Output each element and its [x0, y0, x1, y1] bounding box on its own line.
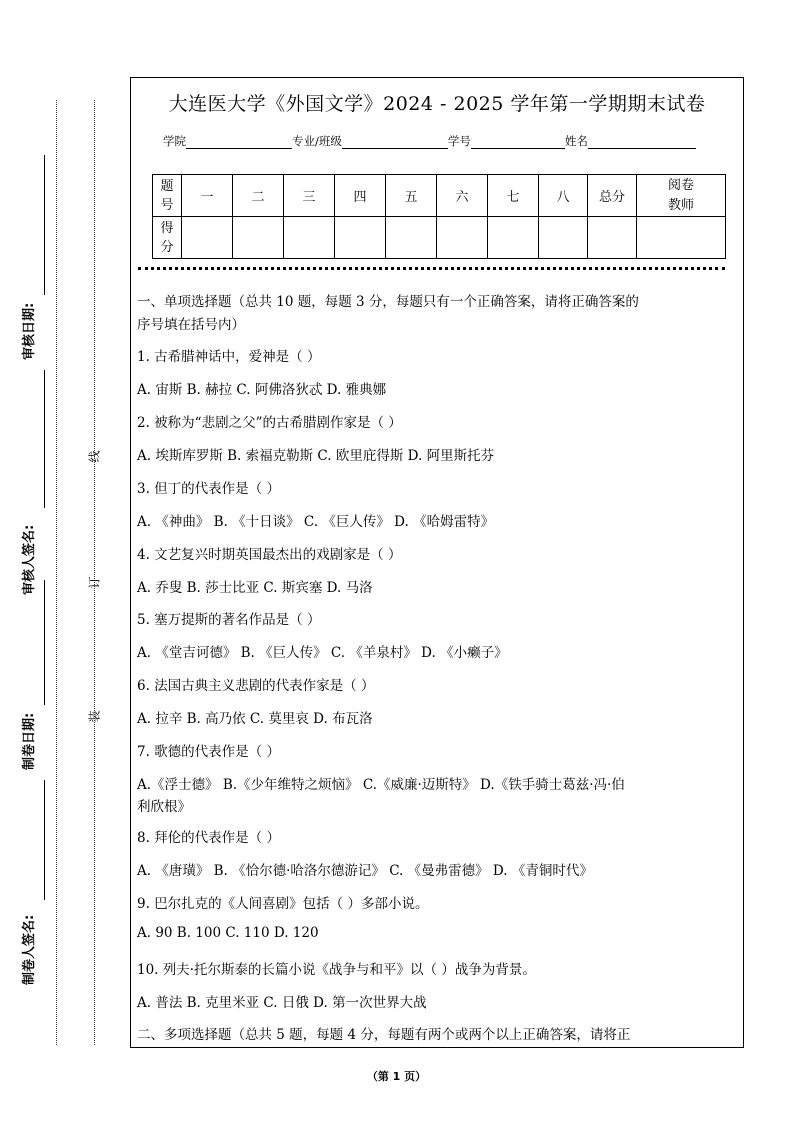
- score-table-row2-header: 得分: [153, 217, 182, 259]
- score-cell[interactable]: [233, 217, 284, 259]
- question-6: 6. 法国古典主义悲剧的代表作家是（ ）: [137, 678, 375, 694]
- options-6: A. 拉辛 B. 高乃依 C. 莫里哀 D. 布瓦洛: [137, 711, 373, 727]
- reviewer-sign-underline: [44, 370, 45, 508]
- review-date-underline: [44, 155, 45, 295]
- options-7: A.《浮士德》 B.《少年维特之烦恼》 C.《威廉·迈斯特》 D.《铁手骑士葛兹·冯·伯: [137, 777, 625, 793]
- major-class-input[interactable]: [342, 136, 448, 149]
- binding-dotted-line-inner: [94, 100, 95, 1045]
- options-8: A. 《唐璜》 B. 《恰尔德·哈洛尔德游记》 C. 《曼弗雷德》 D. 《青铜时代》: [137, 863, 593, 879]
- question-1: 1. 古希腊神话中，爱神是（ ）: [137, 349, 321, 365]
- question-10: 10. 列夫·托尔斯泰的长篇小说《战争与和平》以（ ）战争为背景。: [137, 962, 536, 978]
- section1-heading-line2: 序号填在括号内）: [137, 317, 245, 333]
- question-3: 3. 但丁的代表作是（ ）: [137, 481, 280, 497]
- score-cell[interactable]: [488, 217, 539, 259]
- name-input[interactable]: [588, 136, 696, 149]
- score-col-3: 三: [284, 175, 335, 217]
- score-col-7: 七: [488, 175, 539, 217]
- reviewer-sign-field[interactable]: [18, 515, 60, 595]
- score-col-5: 五: [386, 175, 437, 217]
- options-4: A. 乔叟 B. 莎士比亚 C. 斯宾塞 D. 马洛: [137, 580, 373, 596]
- question-7: 7. 歌德的代表作是（ ）: [137, 744, 280, 760]
- maker-sign-field[interactable]: [18, 905, 60, 985]
- options-9: A. 90 B. 100 C. 110 D. 120: [137, 925, 319, 941]
- score-cell[interactable]: [284, 217, 335, 259]
- options-7-cont: 利欣根》: [137, 799, 191, 815]
- student-info-row: [163, 133, 696, 149]
- maker-sign-label: 制卷人签名:: [22, 914, 37, 985]
- review-date-label: 审核日期:: [22, 302, 37, 360]
- score-col-1: 一: [182, 175, 233, 217]
- score-col-4: 四: [335, 175, 386, 217]
- score-cell[interactable]: [437, 217, 488, 259]
- options-2: A. 埃斯库罗斯 B. 索福克勒斯 C. 欧里庇得斯 D. 阿里斯托芬: [137, 448, 495, 464]
- student-id-label: 学号: [447, 134, 471, 148]
- college-input[interactable]: [186, 136, 292, 149]
- question-5: 5. 塞万提斯的著名作品是（ ）: [137, 612, 321, 628]
- student-id-input[interactable]: [471, 136, 565, 149]
- make-date-field[interactable]: [18, 710, 60, 770]
- question-2: 2. 被称为“悲剧之父”的古希腊剧作家是（ ）: [137, 415, 402, 431]
- binding-char-line: 线: [87, 450, 102, 463]
- score-col-total: 总分: [588, 175, 637, 217]
- score-cell-total[interactable]: [588, 217, 637, 259]
- options-1: A. 宙斯 B. 赫拉 C. 阿佛洛狄忒 D. 雅典娜: [137, 382, 387, 398]
- exam-frame: [130, 77, 744, 1048]
- question-4: 4. 文艺复兴时期英国最杰出的戏剧家是（ ）: [137, 547, 402, 563]
- score-col-2: 二: [233, 175, 284, 217]
- exam-title: 大连医大学《外国文学》2024 - 2025 学年第一学期期末试卷: [168, 93, 706, 115]
- score-cell[interactable]: [182, 217, 233, 259]
- options-3: A. 《神曲》 B. 《十日谈》 C. 《巨人传》 D. 《哈姆雷特》: [137, 514, 495, 530]
- options-5: A. 《堂吉诃德》 B. 《巨人传》 C. 《羊泉村》 D. 《小癞子》: [137, 645, 508, 661]
- score-cell[interactable]: [386, 217, 437, 259]
- reviewer-sign-label: 审核人签名:: [22, 524, 37, 595]
- maker-sign-underline: [44, 780, 45, 900]
- options-10: A. 普法 B. 克里米亚 C. 日俄 D. 第一次世界大战: [137, 995, 427, 1011]
- name-label: 姓名: [564, 134, 588, 148]
- make-date-label: 制卷日期:: [22, 712, 37, 770]
- section-separator: [138, 267, 725, 270]
- review-date-field[interactable]: [18, 300, 60, 360]
- score-cell-reviewer[interactable]: [637, 217, 726, 259]
- section1-heading-line1: 一、单项选择题（总共 10 题，每题 3 分，每题只有一个正确答案，请将正确答案的: [137, 294, 639, 310]
- question-9: 9. 巴尔扎克的《人间喜剧》包括（ ）多部小说。: [137, 896, 429, 912]
- score-col-reviewer: 阅卷 教师: [637, 175, 726, 217]
- score-cell[interactable]: [539, 217, 588, 259]
- score-table-header-cell: 题号: [153, 175, 182, 217]
- binding-char-ding: 订: [87, 576, 102, 589]
- score-table: [152, 174, 726, 259]
- binding-char-zhuang: 装: [87, 710, 102, 723]
- college-label: 学院: [163, 134, 186, 148]
- score-col-6: 六: [437, 175, 488, 217]
- section2-heading-line1: 二、多项选择题（总共 5 题，每题 4 分，每题有两个或两个以上正确答案，请将正: [137, 1027, 631, 1043]
- major-label: 专业/班级: [292, 134, 342, 148]
- score-col-8: 八: [539, 175, 588, 217]
- make-date-underline: [44, 580, 45, 705]
- question-8: 8. 拜伦的代表作是（ ）: [137, 830, 280, 846]
- page-number: （第 1 页）: [366, 1070, 427, 1083]
- score-cell[interactable]: [335, 217, 386, 259]
